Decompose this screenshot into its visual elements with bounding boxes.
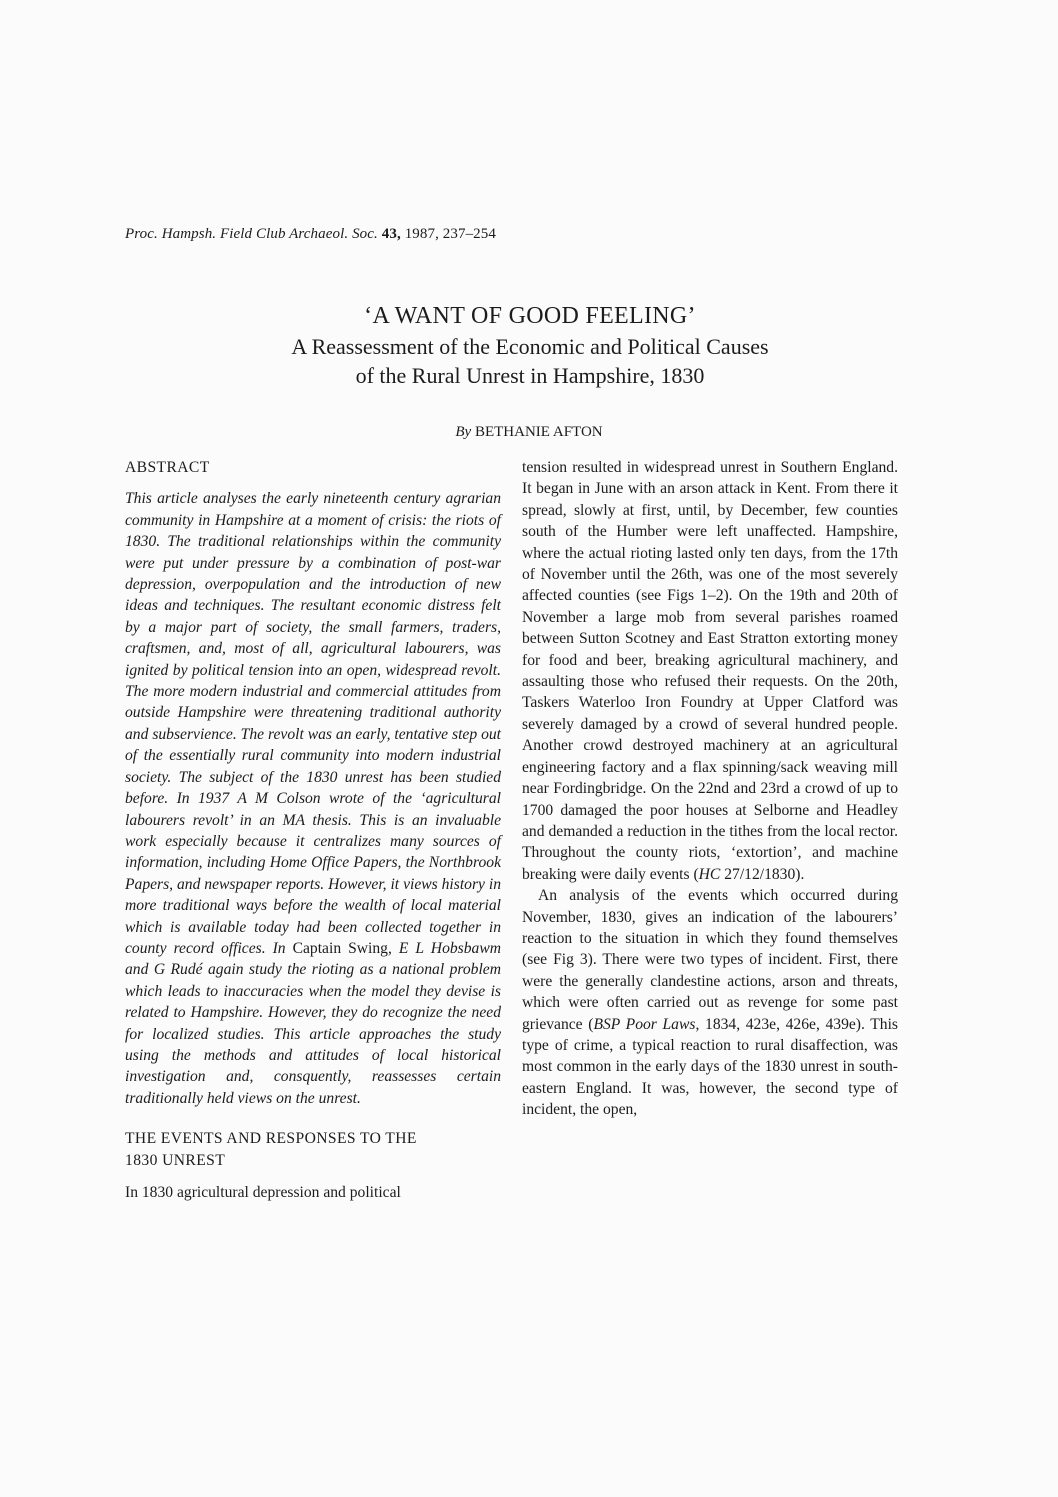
author-name: BETHANIE AFTON <box>474 424 603 440</box>
abstract-heading: ABSTRACT <box>125 459 210 476</box>
body-paragraph-1 <box>522 457 898 885</box>
events-heading-line-1: THE EVENTS AND RESPONSES TO THE <box>125 1130 417 1148</box>
abstract-text-part-1: This article analyses the early nineteenth century agrarian community in Hampshire at a moment of crisis: the riots of 1830. The traditional relationships within the community were put under pressure by a combination of post-war depression, overpopulation and the introduction of new ideas and techniques. The resultant economic distress felt by a major part of society, the small farmers, traders, craftsmen, and, most of all, agricultural labourers, was ignited by political tension into an open, widespread revolt. The more modern industrial and commercial attitudes from outside Hampshire were threatening traditional authority and subservience. The revolt was an early, tentative step out of the essentially rural community into modern industrial society. The subject of the 1830 unrest has been studied before. In 1937 A M Colson wrote of the ‘agricultural labourers revolt’ in an MA thesis. This is an invaluable work especially because it centralizes many sources of information, including Home Office Papers, the Northbrook Papers, and newspaper reports. However, it views history in more traditional ways before the wealth of local material which is available today had been collected together in county record offices. In <box>125 490 501 957</box>
left-column <box>125 457 501 1203</box>
body-paragraph-1-part-2: 27/12/1830). <box>720 865 805 883</box>
abstract-text <box>125 488 501 1109</box>
body-paragraph-2 <box>522 885 898 1120</box>
title-subtitle-line-1: A Reassessment of the Economic and Political Causes <box>291 334 769 359</box>
byline-by: By <box>455 424 472 440</box>
events-paragraph-start: In 1830 agricultural depression and political <box>125 1184 401 1201</box>
journal-year-pages: 1987, 237–254 <box>404 226 496 242</box>
body-paragraph-2-source: BSP Poor Laws <box>593 1015 696 1033</box>
body-paragraph-2-part-2: , 1834, 423e, 426e, 439e). This type of crime, a typical reaction to rural disaffection, was most common in the early days of the 1830 unrest in south-eastern England. It was, however, the second type of incident, the open, <box>522 1015 898 1119</box>
body-paragraph-1-source: HC <box>698 865 721 883</box>
journal-volume: 43, <box>381 226 401 242</box>
abstract-book-title: Captain Swing, <box>292 939 392 957</box>
events-heading-line-2: 1830 UNREST <box>125 1151 226 1169</box>
body-paragraph-1-part-1: tension resulted in widespread unrest in Southern England. It began in June with an arson attack in Kent. From there it spread, slowly at first, until, by December, few counties south of the Humber were left unaffected. Hampshire, where the actual rioting lasted only ten days, from the 17th of November until the 26th, was one of the most severely affected counties (see Figs 1–2). On the 19th and 20th of November a large mob from several parishes roamed between Sutton Scotney and East Stratton extorting money for food and beer, breaking agricultural machinery, and assaulting those who refused their requests. On the 20th, Taskers Waterloo Iron Foundry at Upper Clatford was severely damaged by a crowd of several hundred people. Another crowd destroyed machinery at an agricultural engineering factory and a flax spinning/sack weaving mill near Fordingbridge. On the 22nd and 23rd a crowd of up to 1700 damaged the poor houses at Selborne and Headley and demanded a reduction in the tithes from the local rector. Throughout the county riots, ‘extortion’, and machine breaking were daily events ( <box>522 459 898 883</box>
journal-citation <box>125 226 496 243</box>
byline <box>0 424 1058 441</box>
body-paragraph-2-part-1: An analysis of the events which occurred during November, 1830, gives an indication of the labourers’ reaction to the situation in which they found themselves (see Fig 3). There were two types of incident. First, there were the generally clandestine actions, arson and threats, which were often carried out as revenge for some past grievance ( <box>522 887 898 1033</box>
title-main: ‘A WANT OF GOOD FEELING’ <box>364 303 696 329</box>
article-title <box>120 300 940 390</box>
title-subtitle-line-2: of the Rural Unrest in Hampshire, 1830 <box>355 363 705 388</box>
journal-name: Proc. Hampsh. Field Club Archaeol. Soc. <box>125 226 378 242</box>
right-column <box>522 457 898 1121</box>
abstract-text-part-2: E L Hobsbawm and G Rudé again study the rioting as a national problem which leads to inaccuracies when the model they devise is related to Hampshire. However, they do recognize the need for localized studies. This article approaches the study using the methods and attitudes of local historical investigation and, consquently, reassesses certain traditionally held views on the unrest. <box>125 939 501 1107</box>
events-heading <box>125 1128 501 1171</box>
